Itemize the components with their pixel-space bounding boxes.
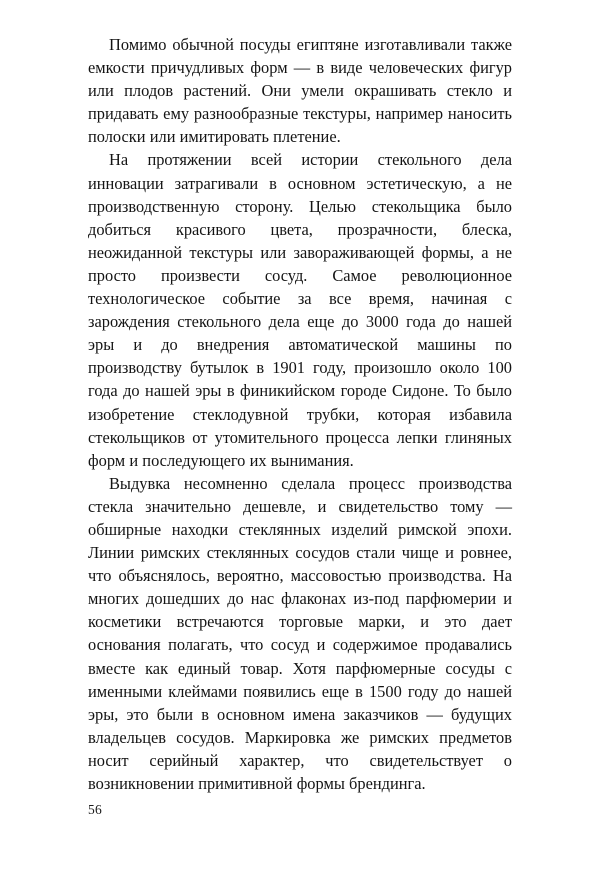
page-number: 56: [88, 802, 102, 817]
page-text-block: [88, 33, 512, 795]
body-paragraph-2: На протяжении всей истории стекольного дела инновации затрагивали в основном эстетическую, а не производственную сторону. Целью стекольщика было добиться красивого цвета, прозрачности, блеска, неожиданной текстуры или завораживающей формы, а не просто произвести сосуд. Самое революционное технологическое событие за все время, начиная с зарождения стекольного дела еще до 3000 года до нашей эры и до внедрения автоматической машины по производству бутылок в 1901 году, произошло около 100 года до нашей эры в финикийском городе Сидоне. То было изобретение стеклодувной трубки, которая избавила стекольщиков от утомительного процесса лепки глиняных форм и последующего их вынимания.: [88, 150, 512, 470]
body-paragraph-3: Выдувка несомненно сделала процесс производства стекла значительно дешевле, и свидетельство тому — обширные находки стеклянных изделий римской эпохи. Линии римских стеклянных сосудов стали чище и ровнее, что объяснялось, вероятно, массовостью производства. На многих дошедших до нас флаконах из-под парфюмерии и косметики встречаются торговые марки, и это дает основания полагать, что сосуд и содержимое продавались вместе как единый товар. Хотя парфюмерные сосуды с именными клеймами появились еще в 1500 году до нашей эры, это были в основном имена заказчиков — будущих владельцев сосудов. Маркировка же римских предметов носит серийный характер, что свидетельствует о возникновении примитивной формы брендинга.: [88, 473, 512, 793]
body-paragraph-1: Помимо обычной посуды египтяне изготавливали также емкости причудливых форм — в виде человеческих фигур или плодов растений. Они умели окрашивать стекло и придавать ему разнообразные текстуры, например наносить полоски или имитировать плетение.: [88, 35, 512, 147]
